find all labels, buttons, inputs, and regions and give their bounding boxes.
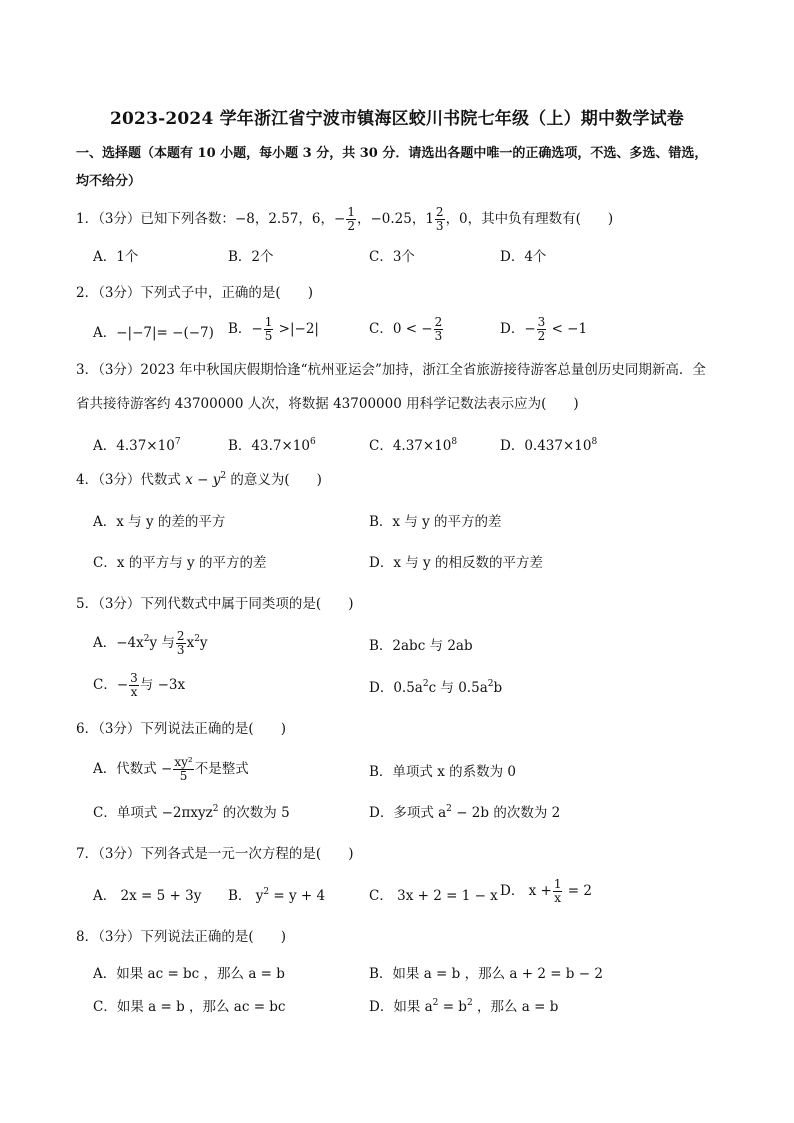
- question-1-stem: 1．（3分）已知下列各数：−8，2.57，6，− $\frac{1}{2}$ ，−0.25，1 $\frac{2}{3}$ ，0，其中负有理数有( ): [76, 205, 614, 233]
- question-5-option-a[interactable]: A．$-4x^2y$ 与 $\frac{2}{3}$ $x^2y$: [93, 629, 208, 657]
- question-8-option-c[interactable]: C．如果 a = b ，那么 ac = bc: [93, 999, 286, 1015]
- question-5-option-d[interactable]: D．$0.5a^2c$ 与 $0.5a^2b$: [369, 679, 503, 696]
- question-2-option-a[interactable]: A．−|−7|= −(−7): [93, 325, 214, 341]
- question-3-option-c[interactable]: C．$4.37\times 10^8$: [369, 437, 458, 454]
- question-5-stem: 5．（3分）下列代数式中属于同类项的是( ): [76, 596, 354, 612]
- question-7-option-a[interactable]: A． 2x = 5 + 3y: [93, 888, 202, 904]
- question-8-option-a[interactable]: A．如果 ac = bc ，那么 a = b: [93, 966, 285, 982]
- fraction: $\frac{\text{xy²}}{5}$: [174, 755, 193, 783]
- question-6-option-c[interactable]: C．单项式 −2πxyz$^2$ 的次数为 5: [93, 804, 290, 821]
- question-7-option-c[interactable]: C． 3x + 2 = 1 − x: [369, 888, 498, 904]
- question-4-option-b[interactable]: B．x 与 y 的平方的差: [369, 514, 502, 530]
- question-2-option-c[interactable]: C．0 < − $\frac{2}{3}$: [369, 315, 443, 343]
- question-3-option-b[interactable]: B．$43.7\times 10^6$: [228, 437, 316, 454]
- question-4-option-a[interactable]: A．x 与 y 的差的平方: [93, 514, 226, 530]
- section-heading-line1: 一、选择题（本题有 10 小题，每小题 3 分，共 30 分．请选出各题中唯一的正确选项，不选、多选、错选，: [76, 146, 708, 161]
- question-4-option-c[interactable]: C．x 的平方与 y 的平方的差: [93, 555, 267, 571]
- question-6-option-b[interactable]: B．单项式 x 的系数为 0: [369, 764, 516, 780]
- question-4-stem: 4．（3分）代数式 $x - y^2$ 的意义为( ): [76, 471, 322, 488]
- fraction: $\frac{1}{2}$: [347, 205, 355, 233]
- fraction: $\frac{1}{5}$: [264, 315, 273, 343]
- question-8-option-d[interactable]: D．如果 $a^2 = b^2$ ，那么 a = b: [369, 998, 559, 1015]
- question-3-stem-line1: 3．（3分）2023 年中秋国庆假期恰逢“杭州亚运会”加持，浙江全省旅游接待游客总量创历史同期新高．全: [76, 362, 706, 378]
- question-1-option-d[interactable]: D．4个: [500, 249, 547, 265]
- question-1-option-c[interactable]: C．3个: [369, 249, 415, 265]
- question-6-stem: 6．（3分）下列说法正确的是( ): [76, 721, 286, 737]
- mixed-number: 1 $\frac{2}{3}$: [425, 205, 444, 233]
- question-2-option-b[interactable]: B．− $\frac{1}{5}$ >|−2|: [228, 315, 319, 343]
- section-heading-line2: 均不给分）: [76, 174, 142, 189]
- question-7-stem: 7．（3分）下列各式是一元一次方程的是( ): [76, 846, 354, 862]
- question-2-stem: 2．（3分）下列式子中，正确的是( ): [76, 285, 313, 301]
- question-8-option-b[interactable]: B．如果 a = b ，那么 a + 2 = b − 2: [369, 966, 603, 982]
- question-3-option-a[interactable]: A．$4.37\times 10^7$: [93, 437, 181, 454]
- question-8-stem: 8．（3分）下列说法正确的是( ): [76, 929, 286, 945]
- question-7-option-b[interactable]: B． $y^2 = y + 4$: [228, 887, 326, 904]
- question-3-stem-line2: 省共接待游客约 43700000 人次，将数据 43700000 用科学记数法表示应为( ): [76, 396, 579, 412]
- question-7-option-d[interactable]: D． x + $\frac{1}{x}$ = 2: [500, 877, 592, 905]
- fraction: $\frac{2}{3}$: [434, 315, 443, 343]
- fraction: $\frac{1}{x}$: [553, 877, 562, 905]
- question-5-option-b[interactable]: B．2abc 与 2ab: [369, 638, 473, 654]
- fraction: $\frac{3}{x}$: [130, 671, 138, 699]
- question-5-option-c[interactable]: C．− $\frac{3}{x}$ 与 −3x: [93, 671, 186, 699]
- question-1-option-b[interactable]: B．2个: [228, 249, 274, 265]
- question-6-option-d[interactable]: D．多项式 $a^2 - 2b$ 的次数为 2: [369, 804, 561, 821]
- page-title: 2023-2024 学年浙江省宁波市镇海区蛟川书院七年级（上）期中数学试卷: [109, 109, 684, 129]
- question-6-option-a[interactable]: A．代数式 − $\frac{\text{xy²}}{5}$ 不是整式: [93, 755, 249, 783]
- question-4-option-d[interactable]: D．x 与 y 的相反数的平方差: [369, 555, 543, 571]
- fraction: $\frac{3}{2}$: [537, 315, 546, 343]
- fraction: $\frac{2}{3}$: [176, 629, 185, 657]
- question-2-option-d[interactable]: D．− $\frac{3}{2}$ < −1: [500, 315, 588, 343]
- question-3-option-d[interactable]: D．$0.437\times 10^8$: [500, 437, 598, 454]
- question-1-option-a[interactable]: A．1个: [93, 249, 139, 265]
